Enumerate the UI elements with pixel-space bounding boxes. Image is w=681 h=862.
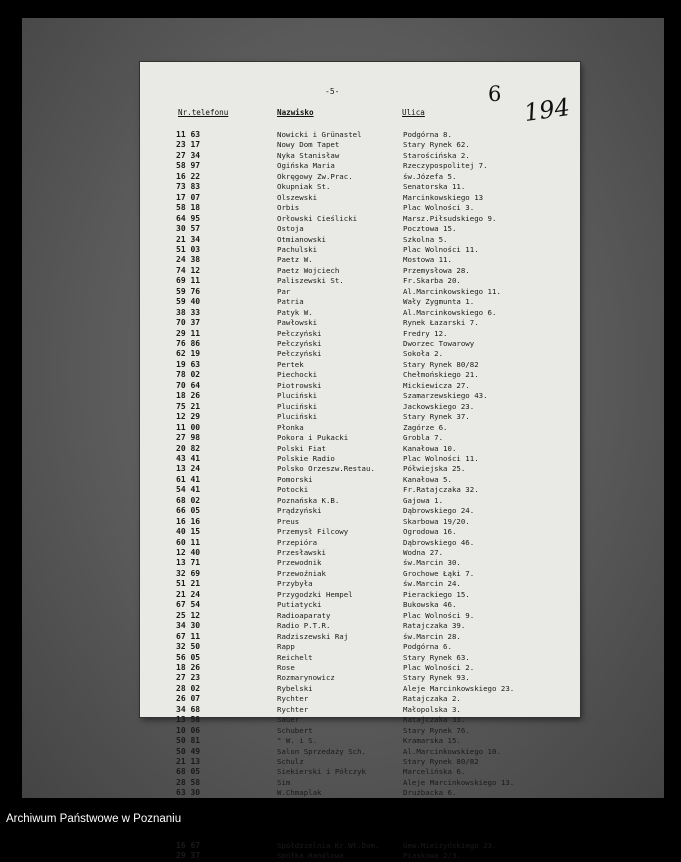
table-row xyxy=(140,287,580,297)
surname-cell: Pawłowski xyxy=(277,318,318,328)
phone-number-cell: 70 64 xyxy=(176,380,201,390)
surname-cell: Rapp xyxy=(277,642,295,652)
phone-number-cell: 70 37 xyxy=(176,318,201,328)
phone-number-cell: 13 58 xyxy=(176,715,201,725)
header-street: Ulica xyxy=(402,108,425,117)
phone-number-cell: 73 83 xyxy=(176,182,201,192)
phone-number-cell: 74 12 xyxy=(176,265,201,275)
phone-number-cell: 12 40 xyxy=(176,548,201,557)
street-cell: św.Józefa 5. xyxy=(403,171,457,181)
phone-number-cell: 59 76 xyxy=(176,286,201,296)
table-row xyxy=(140,423,580,433)
street-cell: Plac Wolności 11. xyxy=(403,453,479,463)
street-cell: Ogrodowa 16. xyxy=(403,527,457,537)
surname-cell: Pełczyński xyxy=(277,328,322,338)
surname-cell: Polski Fiat xyxy=(277,443,326,453)
street-cell: Plac Wolności 3. xyxy=(403,203,475,213)
street-cell: Dworzec Towarowy xyxy=(403,339,475,348)
phone-number-cell: 11 00 xyxy=(176,422,201,432)
phone-number-cell: 21 13 xyxy=(176,757,201,766)
surname-cell: Przygodzki Hempel xyxy=(277,589,353,599)
table-row xyxy=(140,402,580,412)
surname-cell: Ogińska Maria xyxy=(277,161,335,171)
phone-number-cell: 60 11 xyxy=(176,537,201,547)
surname-cell: Piechocki xyxy=(277,370,318,380)
phone-number-cell: 29 37 xyxy=(176,851,201,861)
table-row xyxy=(140,475,580,485)
surname-cell: Paliszewski St. xyxy=(277,276,344,286)
phone-number-cell: 30 57 xyxy=(176,224,201,234)
street-cell: Al.Marcinkowskiego 6. xyxy=(403,307,497,317)
table-row xyxy=(140,558,580,568)
street-cell: Stary Rynek 80/82 xyxy=(403,359,479,369)
table-row xyxy=(140,767,580,777)
phone-number-cell: 26 07 xyxy=(176,694,201,704)
street-cell: Półwiejska 25. xyxy=(403,464,466,474)
table-row xyxy=(140,245,580,255)
phone-number-cell: 69 11 xyxy=(176,276,201,286)
table-row xyxy=(140,255,580,265)
street-cell: Ratajczaka 2. xyxy=(403,694,461,704)
table-row xyxy=(140,370,580,380)
surname-cell: Rychter xyxy=(277,704,309,714)
surname-cell: Rychter xyxy=(277,694,309,704)
table-row xyxy=(140,663,580,673)
surname-cell: Par xyxy=(277,286,291,296)
phone-number-cell: 18 26 xyxy=(176,662,201,672)
phone-number-cell: 17 07 xyxy=(176,192,201,202)
surname-cell: Paetz W. xyxy=(277,255,313,265)
table-row xyxy=(140,694,580,704)
phone-number-cell: 38 33 xyxy=(176,307,201,317)
surname-cell: Pokora i Pukacki xyxy=(277,433,349,443)
table-row xyxy=(140,318,580,328)
table-row xyxy=(140,203,580,213)
street-cell: Marsz.Piłsudskiego 9. xyxy=(403,213,497,223)
street-cell: Mickiewicza 27. xyxy=(403,380,470,390)
surname-cell: Radio P.T.R. xyxy=(277,621,331,631)
table-row xyxy=(140,130,580,140)
table-row xyxy=(140,235,580,245)
phone-number-cell: 16 16 xyxy=(176,516,201,526)
street-cell: Al.Marcinkowskiego 10. xyxy=(403,746,501,756)
street-cell: Podgórna 6. xyxy=(403,642,452,652)
surname-cell: Otmianowski xyxy=(277,234,326,244)
table-row xyxy=(140,224,580,234)
street-cell: Chełmońskiego 21. xyxy=(403,370,479,380)
phone-number-cell: 28 02 xyxy=(176,683,201,693)
phone-number-cell: 18 26 xyxy=(176,391,201,401)
table-row xyxy=(140,851,580,861)
surname-cell: Orbis xyxy=(277,203,300,213)
phone-number-cell: 13 71 xyxy=(176,558,201,568)
table-row xyxy=(140,454,580,464)
surname-cell: Przewoźniak xyxy=(277,568,326,578)
table-row xyxy=(140,276,580,286)
surname-cell: Rozmarynowicz xyxy=(277,673,335,683)
phone-number-cell: 16 22 xyxy=(176,171,201,181)
surname-cell: Paetz Wojciech xyxy=(277,265,340,275)
table-row xyxy=(140,266,580,276)
street-cell: Rzeczypospolitej 7. xyxy=(403,161,488,171)
surname-cell: Rybelski xyxy=(277,683,313,693)
phone-number-cell: 50 81 xyxy=(176,736,201,746)
page-number: -5- xyxy=(325,87,340,96)
surname-cell: Preus xyxy=(277,516,300,526)
phone-number-cell: 62 19 xyxy=(176,349,201,359)
street-cell: Rynek Łazarski 7. xyxy=(403,318,479,328)
surname-cell: Salon Sprzedaży Sch. xyxy=(277,746,366,756)
header-phone: Nr.telefonu xyxy=(178,108,229,117)
phone-number-cell: 67 54 xyxy=(176,600,201,610)
phone-number-cell: 78 02 xyxy=(176,370,201,380)
phone-number-cell: 61 41 xyxy=(176,474,201,484)
street-cell: św.Marcin 30. xyxy=(403,558,461,568)
phone-number-cell: 27 98 xyxy=(176,433,201,443)
phone-number-cell: 16 67 xyxy=(176,840,201,850)
surname-cell: Spółka Handlowa xyxy=(277,851,344,861)
table-row xyxy=(140,841,580,851)
street-cell: Plac Wolności 9. xyxy=(403,610,475,620)
archive-name: Archiwum Państwowe w Poznaniu xyxy=(6,813,182,825)
surname-cell: Polskie Radio xyxy=(277,453,335,463)
street-cell: Szamarzewskiego 43. xyxy=(403,391,488,401)
phone-number-cell: 43 41 xyxy=(176,453,201,463)
street-cell: Fr.Skarba 20. xyxy=(403,276,461,286)
phone-number-cell: 29 11 xyxy=(176,328,201,338)
table-row xyxy=(140,391,580,401)
table-row xyxy=(140,642,580,652)
street-cell: Senatorska 11. xyxy=(403,182,466,192)
phone-number-cell: 54 41 xyxy=(176,485,201,495)
table-row xyxy=(140,705,580,715)
table-row xyxy=(140,412,580,422)
street-cell: Grochowe Łąki 7. xyxy=(403,568,475,578)
street-cell: Wały Zygmunta 1. xyxy=(403,297,475,307)
surname-cell: Rose xyxy=(277,662,295,672)
street-cell: Kramarska 15. xyxy=(403,736,461,746)
handwritten-number: 194 xyxy=(522,92,572,128)
phone-number-cell: 20 82 xyxy=(176,443,201,453)
table-row xyxy=(140,151,580,161)
street-cell: Stary Rynek 93. xyxy=(403,673,470,683)
table-row xyxy=(140,308,580,318)
surname-cell: Patria xyxy=(277,297,304,307)
phone-number-cell: 27 34 xyxy=(176,150,201,160)
phone-number-cell: 51 21 xyxy=(176,579,201,589)
street-cell: Jackowskiego 23. xyxy=(403,401,475,411)
street-cell: Marcinkowskiego 13 xyxy=(403,192,484,202)
street-cell: Dąbrowskiego 24. xyxy=(403,506,475,516)
street-cell: Pocztowa 15. xyxy=(403,224,457,234)
phone-number-cell: 34 68 xyxy=(176,704,201,714)
surname-cell: Poznańska K.B. xyxy=(277,495,340,505)
street-cell: Marcelińska 6. xyxy=(403,767,466,777)
surname-cell: Pachulski xyxy=(277,244,318,254)
street-cell: Pierackiego 15. xyxy=(403,589,470,599)
street-cell: Bukowska 46. xyxy=(403,600,457,610)
street-cell: Ratajczaka 33. xyxy=(403,715,466,725)
street-cell: Gajowa 1. xyxy=(403,495,444,505)
surname-cell: Pomorski xyxy=(277,474,313,484)
surname-cell: Pełczyński xyxy=(277,349,322,359)
phone-number-cell: 21 24 xyxy=(176,589,201,599)
phone-number-cell: 63 30 xyxy=(176,788,201,798)
handwritten-page-mark: 6 xyxy=(488,82,502,106)
street-cell: Szkolna 5. xyxy=(403,234,448,244)
street-cell: Małopolska 3. xyxy=(403,704,461,714)
table-row xyxy=(140,485,580,495)
phone-number-cell: 68 02 xyxy=(176,495,201,505)
table-row xyxy=(140,579,580,589)
street-cell: Sokoła 2. xyxy=(403,349,444,359)
phone-number-cell: 58 97 xyxy=(176,161,201,171)
phone-number-cell: 34 30 xyxy=(176,621,201,631)
surname-cell: Okręgowy Zw.Prac. xyxy=(277,171,353,181)
phone-number-cell: 32 69 xyxy=(176,568,201,578)
street-cell: Stary Rynek 80/82 xyxy=(403,757,479,766)
table-row xyxy=(140,339,580,349)
street-cell: Piaskowa 2/3. xyxy=(403,851,461,861)
table-row xyxy=(140,193,580,203)
table-row xyxy=(140,653,580,663)
surname-cell: Putiatycki xyxy=(277,600,322,610)
street-cell: Aleje Marcinkowskiego 13. xyxy=(403,777,515,787)
table-row xyxy=(140,590,580,600)
street-cell: Plac Wolności 2. xyxy=(403,662,475,672)
table-row xyxy=(140,673,580,683)
surname-cell: Nowicki i Grünastel xyxy=(277,130,362,139)
surname-cell: Patyk W. xyxy=(277,307,313,317)
street-cell: Podgórna 8. xyxy=(403,130,452,139)
surname-cell: Siekierski i Półczyk xyxy=(277,767,366,777)
phone-number-cell: 64 95 xyxy=(176,213,201,223)
street-cell: św.Marcin 28. xyxy=(403,631,461,641)
table-row xyxy=(140,182,580,192)
phone-number-cell: 58 18 xyxy=(176,203,201,213)
phone-number-cell: 66 05 xyxy=(176,506,201,516)
surname-cell: Spółdzielnia Kr.Wł.Dom. xyxy=(277,840,380,850)
table-row xyxy=(140,360,580,370)
street-cell: Plac Wolności 11. xyxy=(403,244,479,254)
table-row xyxy=(140,715,580,725)
phone-number-cell: 67 11 xyxy=(176,631,201,641)
street-cell: Zagórze 6. xyxy=(403,422,448,432)
phone-number-cell: 75 21 xyxy=(176,401,201,411)
phone-number-cell: 51 03 xyxy=(176,244,201,254)
table-row xyxy=(140,736,580,746)
phone-number-cell: 40 15 xyxy=(176,527,201,537)
street-cell: Stary Rynek 37. xyxy=(403,412,470,422)
phone-number-cell: 32 50 xyxy=(176,642,201,652)
surname-cell: Nowy Dom Tapet xyxy=(277,140,340,150)
phone-number-cell: 12 29 xyxy=(176,412,201,422)
phone-number-cell: 13 24 xyxy=(176,464,201,474)
table-row xyxy=(140,684,580,694)
table-row xyxy=(140,214,580,224)
street-cell: Starościńska 2. xyxy=(403,150,470,160)
phone-number-cell: 21 34 xyxy=(176,234,201,244)
surname-cell: Pełczyński xyxy=(277,339,322,348)
surname-cell: Przesławski xyxy=(277,548,326,557)
phone-number-cell: 23 17 xyxy=(176,140,201,150)
document-page xyxy=(140,62,580,861)
table-row xyxy=(140,569,580,579)
street-cell: Ratajczaka 39. xyxy=(403,621,466,631)
surname-cell: Przemysł Filcowy xyxy=(277,527,349,537)
table-row xyxy=(140,778,580,788)
phone-number-cell: 27 23 xyxy=(176,673,201,683)
header-surname: Nazwisko xyxy=(277,108,314,117)
table-row xyxy=(140,444,580,454)
phone-number-cell: 50 49 xyxy=(176,746,201,756)
table-row xyxy=(140,527,580,537)
table-row xyxy=(140,600,580,610)
surname-cell: Płonka xyxy=(277,422,304,432)
table-row xyxy=(140,726,580,736)
table-row xyxy=(140,621,580,631)
table-row xyxy=(140,464,580,474)
table-row xyxy=(140,548,580,558)
table-row xyxy=(140,538,580,548)
surname-cell: Radioaparaty xyxy=(277,610,331,620)
table-row xyxy=(140,611,580,621)
surname-cell: W.Chmaplak xyxy=(277,788,322,798)
surname-cell: Sim xyxy=(277,777,291,787)
street-cell: Grobla 7. xyxy=(403,433,444,443)
phone-number-cell: 24 38 xyxy=(176,255,201,265)
surname-cell: Nyka Stanisław xyxy=(277,150,340,160)
table-row xyxy=(140,349,580,359)
street-cell: Fredry 12. xyxy=(403,328,448,338)
phone-number-cell: 19 63 xyxy=(176,359,201,369)
phone-number-cell: 25 12 xyxy=(176,610,201,620)
street-cell: Stary Rynek 63. xyxy=(403,652,470,662)
street-cell: Mostowa 11. xyxy=(403,255,452,265)
phone-number-cell: 68 05 xyxy=(176,767,201,777)
surname-cell: Schubert xyxy=(277,725,313,735)
table-row xyxy=(140,172,580,182)
street-cell: Kanałowa 5. xyxy=(403,474,452,484)
table-row xyxy=(140,632,580,642)
table-row xyxy=(140,757,580,767)
table-row xyxy=(140,517,580,527)
table-row xyxy=(140,140,580,150)
street-cell: Fr.Ratajczaka 32. xyxy=(403,485,479,495)
street-cell: Skarbowa 19/20. xyxy=(403,516,470,526)
surname-cell: Polsko Orzeszw.Restau. xyxy=(277,464,375,474)
surname-cell: Sauer xyxy=(277,715,300,725)
phone-number-cell: 59 40 xyxy=(176,297,201,307)
surname-cell: Pertek xyxy=(277,359,304,369)
surname-cell: Przewodnik xyxy=(277,558,322,568)
table-row xyxy=(140,506,580,516)
surname-cell: Olszewski xyxy=(277,192,318,202)
table-row xyxy=(140,329,580,339)
surname-cell: Piotrowski xyxy=(277,380,322,390)
street-cell: Stary Rynek 76. xyxy=(403,725,470,735)
street-cell: Al.Marcinkowskiego 11. xyxy=(403,286,501,296)
surname-cell: " W. i S. xyxy=(277,736,318,746)
table-row xyxy=(140,161,580,171)
phone-number-cell: 76 86 xyxy=(176,339,201,348)
table-row xyxy=(140,747,580,757)
surname-cell: Radziszewski Raj xyxy=(277,631,349,641)
street-cell: Stary Rynek 62. xyxy=(403,140,470,150)
surname-cell: Pluciński xyxy=(277,412,318,422)
surname-cell: Prądzyński xyxy=(277,506,322,516)
surname-cell: Pluciński xyxy=(277,391,318,401)
surname-cell: Przepióra xyxy=(277,537,318,547)
phone-number-cell: 28 58 xyxy=(176,777,201,787)
street-cell: Przemysłowa 28. xyxy=(403,265,470,275)
phone-number-cell: 10 06 xyxy=(176,725,201,735)
table-row xyxy=(140,381,580,391)
street-cell: Gew.Mielżyńskiego 23. xyxy=(403,840,497,850)
street-cell: Wodna 27. xyxy=(403,548,444,557)
street-cell: św.Marcin 24. xyxy=(403,579,461,589)
table-row xyxy=(140,297,580,307)
street-cell: Aleje Marcinkowskiego 23. xyxy=(403,683,515,693)
surname-cell: Pluciński xyxy=(277,401,318,411)
surname-cell: Potocki xyxy=(277,485,309,495)
phone-number-cell: 11 63 xyxy=(176,130,201,139)
table-row xyxy=(140,433,580,443)
phone-number-cell: 56 05 xyxy=(176,652,201,662)
street-cell: Kanałowa 10. xyxy=(403,443,457,453)
surname-cell: Reichelt xyxy=(277,652,313,662)
street-cell: Drużbacka 6. xyxy=(403,788,457,798)
surname-cell: Okupniak St. xyxy=(277,182,331,192)
surname-cell: Orłowski Cieślicki xyxy=(277,213,358,223)
table-row xyxy=(140,496,580,506)
surname-cell: Przybyła xyxy=(277,579,313,589)
street-cell: Dąbrowskiego 46. xyxy=(403,537,475,547)
surname-cell: Ostoja xyxy=(277,224,304,234)
archive-footer xyxy=(0,798,681,840)
surname-cell: Schulz xyxy=(277,757,304,766)
